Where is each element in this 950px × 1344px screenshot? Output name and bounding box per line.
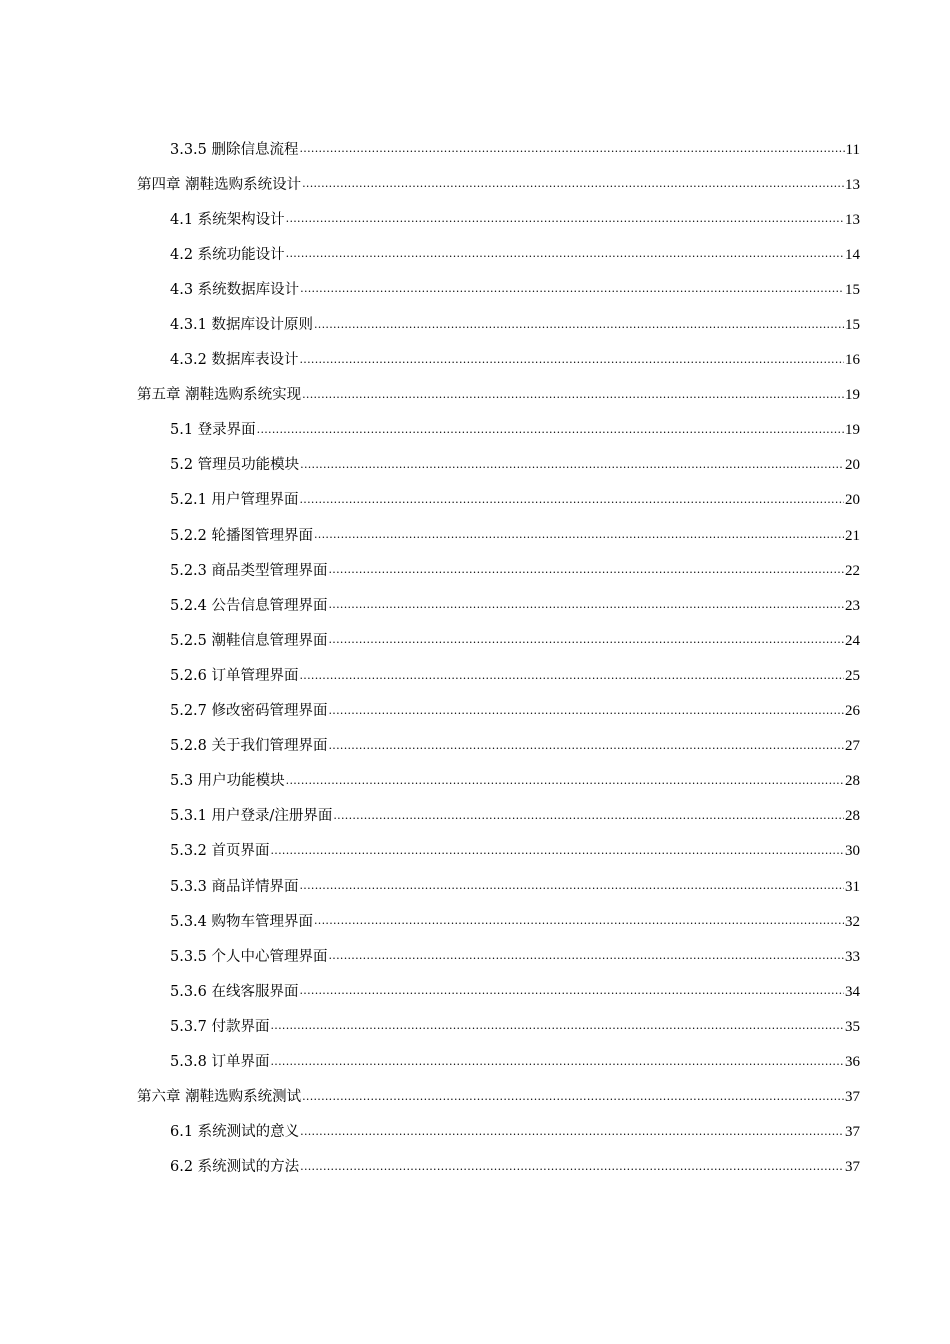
toc-dot-leader <box>300 1157 844 1185</box>
toc-dot-leader <box>300 455 844 483</box>
toc-entry[interactable] <box>0 378 950 413</box>
toc-entry-title: 第六章 潮鞋选购系统测试 <box>137 1089 302 1106</box>
toc-entry-page-number: 22 <box>845 562 860 579</box>
toc-entry-title: 6.2 系统测试的方法 <box>170 1159 300 1176</box>
toc-entry-page-number: 28 <box>845 773 860 790</box>
toc-entry-title: 5.3.6 在线客服界面 <box>170 983 299 1000</box>
table-of-contents <box>0 132 950 1185</box>
toc-dot-leader <box>329 736 844 764</box>
toc-entry-title: 4.3.1 数据库设计原则 <box>170 317 314 334</box>
toc-entry-title: 6.1 系统测试的意义 <box>170 1124 300 1141</box>
toc-entry-title: 5.3.4 购物车管理界面 <box>170 913 314 930</box>
toc-entry[interactable] <box>0 904 950 939</box>
toc-entry-page-number: 26 <box>845 703 860 720</box>
toc-dot-leader <box>271 1016 844 1044</box>
toc-entry-page-number: 34 <box>845 983 860 1000</box>
toc-entry[interactable] <box>0 448 950 483</box>
toc-entry[interactable] <box>0 834 950 869</box>
toc-entry[interactable] <box>0 202 950 237</box>
toc-entry[interactable] <box>0 694 950 729</box>
toc-dot-leader <box>329 595 844 623</box>
toc-entry-page-number: 19 <box>845 422 860 439</box>
toc-entry-page-number: 37 <box>845 1089 860 1106</box>
toc-entry-title: 5.2.5 潮鞋信息管理界面 <box>170 632 328 649</box>
toc-dot-leader <box>300 279 844 307</box>
toc-entry[interactable] <box>0 1044 950 1079</box>
toc-entry-title: 5.2.3 商品类型管理界面 <box>170 562 328 579</box>
toc-entry-page-number: 13 <box>845 211 860 228</box>
toc-entry-title: 5.2.8 关于我们管理界面 <box>170 738 328 755</box>
toc-entry-page-number: 30 <box>845 843 860 860</box>
toc-dot-leader <box>314 315 844 343</box>
toc-entry[interactable] <box>0 1150 950 1185</box>
toc-entry-page-number: 24 <box>845 632 860 649</box>
toc-entry[interactable] <box>0 1080 950 1115</box>
toc-entry-page-number: 15 <box>845 281 860 298</box>
toc-entry-page-number: 23 <box>845 597 860 614</box>
toc-entry-title: 5.2.1 用户管理界面 <box>170 492 299 509</box>
toc-entry[interactable] <box>0 237 950 272</box>
toc-entry[interactable] <box>0 413 950 448</box>
toc-entry-page-number: 14 <box>845 246 860 263</box>
toc-entry[interactable] <box>0 729 950 764</box>
toc-entry[interactable] <box>0 764 950 799</box>
toc-entry[interactable] <box>0 869 950 904</box>
toc-dot-leader <box>300 139 845 167</box>
toc-entry[interactable] <box>0 483 950 518</box>
toc-dot-leader <box>302 1087 844 1115</box>
toc-dot-leader <box>271 1052 844 1080</box>
toc-entry-page-number: 28 <box>845 808 860 825</box>
toc-entry[interactable] <box>0 1009 950 1044</box>
toc-dot-leader <box>302 385 844 413</box>
toc-entry-title: 5.2.2 轮播图管理界面 <box>170 527 314 544</box>
toc-dot-leader <box>286 244 844 272</box>
toc-dot-leader <box>300 876 844 904</box>
toc-entry-page-number: 20 <box>845 457 860 474</box>
toc-dot-leader <box>300 490 844 518</box>
toc-entry-page-number: 35 <box>845 1018 860 1035</box>
toc-dot-leader <box>300 350 844 378</box>
toc-entry-title: 5.2.7 修改密码管理界面 <box>170 703 328 720</box>
toc-entry[interactable] <box>0 939 950 974</box>
toc-dot-leader <box>286 771 844 799</box>
toc-entry-page-number: 37 <box>845 1124 860 1141</box>
toc-entry[interactable] <box>0 588 950 623</box>
toc-entry[interactable] <box>0 974 950 1009</box>
toc-dot-leader <box>329 946 844 974</box>
toc-entry[interactable] <box>0 658 950 693</box>
toc-entry[interactable] <box>0 132 950 167</box>
toc-dot-leader <box>329 560 844 588</box>
toc-entry-page-number: 13 <box>845 176 860 193</box>
toc-entry[interactable] <box>0 518 950 553</box>
toc-entry-title: 5.3.2 首页界面 <box>170 843 270 860</box>
toc-entry-title: 5.3 用户功能模块 <box>170 773 285 790</box>
toc-entry-page-number: 16 <box>845 352 860 369</box>
toc-entry-title: 5.2.4 公告信息管理界面 <box>170 597 328 614</box>
toc-entry-page-number: 20 <box>845 492 860 509</box>
toc-dot-leader <box>314 911 844 939</box>
toc-entry-title: 3.3.5 删除信息流程 <box>170 141 299 158</box>
toc-dot-leader <box>300 666 844 694</box>
toc-entry-title: 5.3.8 订单界面 <box>170 1053 270 1070</box>
toc-entry-title: 5.2.6 订单管理界面 <box>170 667 299 684</box>
toc-dot-leader <box>314 525 844 553</box>
toc-entry[interactable] <box>0 272 950 307</box>
toc-dot-leader <box>300 981 844 1009</box>
toc-entry-title: 第四章 潮鞋选购系统设计 <box>137 176 302 193</box>
toc-entry[interactable] <box>0 799 950 834</box>
toc-entry-title: 4.3.2 数据库表设计 <box>170 352 299 369</box>
toc-entry[interactable] <box>0 167 950 202</box>
toc-entry-page-number: 21 <box>845 527 860 544</box>
toc-entry-title: 5.1 登录界面 <box>170 422 256 439</box>
toc-entry-title: 4.3 系统数据库设计 <box>170 281 300 298</box>
toc-entry-title: 4.1 系统架构设计 <box>170 211 285 228</box>
toc-entry-page-number: 25 <box>845 667 860 684</box>
toc-entry-page-number: 31 <box>845 878 860 895</box>
toc-dot-leader <box>300 1122 844 1150</box>
toc-dot-leader <box>271 841 844 869</box>
toc-entry-title: 5.3.5 个人中心管理界面 <box>170 948 328 965</box>
toc-entry-page-number: 11 <box>845 141 860 158</box>
toc-entry[interactable] <box>0 553 950 588</box>
toc-entry-page-number: 36 <box>845 1053 860 1070</box>
toc-entry[interactable] <box>0 343 950 378</box>
toc-entry-title: 4.2 系统功能设计 <box>170 246 285 263</box>
toc-dot-leader <box>286 209 844 237</box>
toc-entry[interactable] <box>0 623 950 658</box>
toc-entry-page-number: 15 <box>845 317 860 334</box>
toc-entry-page-number: 32 <box>845 913 860 930</box>
toc-dot-leader <box>329 630 844 658</box>
toc-entry-title: 5.3.1 用户登录/注册界面 <box>170 808 333 825</box>
toc-entry-title: 5.2 管理员功能模块 <box>170 457 300 474</box>
toc-entry[interactable] <box>0 307 950 342</box>
toc-entry-title: 5.3.7 付款界面 <box>170 1018 270 1035</box>
toc-dot-leader <box>329 701 844 729</box>
toc-dot-leader <box>302 174 844 202</box>
toc-entry-title: 第五章 潮鞋选购系统实现 <box>137 387 302 404</box>
toc-dot-leader <box>257 420 844 448</box>
toc-entry-title: 5.3.3 商品详情界面 <box>170 878 299 895</box>
toc-entry-page-number: 33 <box>845 948 860 965</box>
toc-entry[interactable] <box>0 1115 950 1150</box>
toc-entry-page-number: 27 <box>845 738 860 755</box>
toc-entry-page-number: 37 <box>845 1159 860 1176</box>
toc-entry-page-number: 19 <box>845 387 860 404</box>
toc-dot-leader <box>333 806 844 834</box>
